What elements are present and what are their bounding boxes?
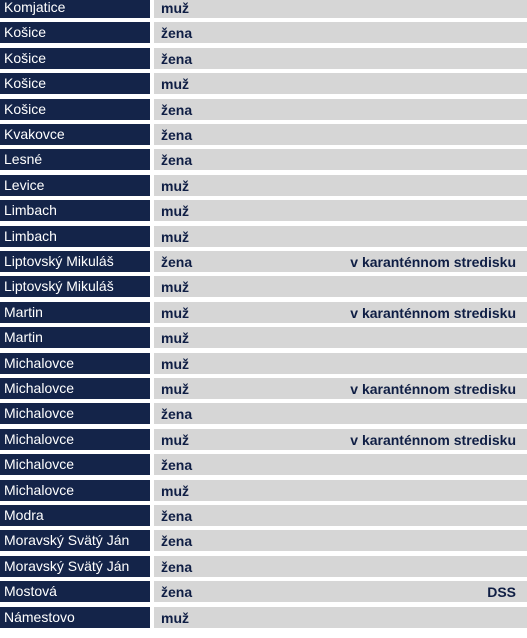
gender-cell	[154, 302, 527, 323]
table-row	[0, 302, 527, 323]
gender-cell	[154, 530, 527, 551]
gender-cell	[154, 556, 527, 577]
city-cell: Lesné	[0, 149, 150, 170]
gender-label: žena	[161, 584, 193, 601]
gender-cell	[154, 480, 527, 501]
table-row	[0, 327, 527, 348]
gender-cell	[154, 0, 527, 18]
gender-label: žena	[161, 254, 193, 270]
table-row	[0, 480, 527, 501]
note-label: v karanténnom stredisku	[350, 304, 516, 321]
gender-label: muž	[161, 355, 189, 372]
gender-cell	[154, 73, 527, 94]
city-cell: Kvakovce	[0, 124, 150, 145]
gender-label: muž	[161, 431, 189, 448]
city-cell: Michalovce	[0, 378, 150, 399]
city-cell: Moravský Svätý Ján	[0, 530, 150, 551]
gender-cell	[154, 581, 527, 602]
table-row	[0, 73, 527, 94]
city-cell: Moravský Svätý Ján	[0, 556, 150, 577]
table-row	[0, 149, 527, 170]
table-row	[0, 276, 527, 297]
gender-label: žena	[161, 457, 193, 474]
gender-cell	[154, 99, 527, 120]
table-row	[0, 429, 527, 450]
city-cell: Michalovce	[0, 454, 150, 475]
table-row	[0, 226, 527, 247]
gender-label: žena	[161, 508, 193, 524]
gender-label: žena	[161, 152, 193, 169]
gender-label: žena	[161, 127, 193, 143]
gender-label: žena	[161, 25, 193, 42]
city-cell: Košice	[0, 48, 150, 69]
note-label: v karanténnom stredisku	[350, 381, 516, 397]
gender-cell	[154, 124, 527, 145]
table-row	[0, 581, 527, 602]
city-cell: Levice	[0, 175, 150, 196]
table-row	[0, 454, 527, 475]
table-row	[0, 22, 527, 43]
table-row	[0, 251, 527, 272]
gender-cell	[154, 149, 527, 170]
gender-cell	[154, 327, 527, 348]
table-row	[0, 124, 527, 145]
gender-label: muž	[161, 177, 189, 194]
city-cell: Limbach	[0, 226, 150, 247]
table-row	[0, 99, 527, 120]
city-cell: Košice	[0, 22, 150, 43]
gender-label: žena	[161, 558, 193, 575]
gender-cell	[154, 353, 527, 374]
gender-label: muž	[161, 304, 189, 321]
table-row	[0, 607, 527, 628]
gender-cell	[154, 48, 527, 69]
table-row	[0, 505, 527, 526]
table-row	[0, 175, 527, 196]
gender-cell	[154, 200, 527, 221]
gender-label: žena	[161, 533, 193, 550]
gender-cell	[154, 429, 527, 450]
note-label: v karanténnom stredisku	[350, 254, 516, 270]
table-row	[0, 200, 527, 221]
city-cell: Michalovce	[0, 429, 150, 450]
city-cell: Košice	[0, 73, 150, 94]
gender-label: muž	[161, 330, 189, 347]
note-label: v karanténnom stredisku	[350, 431, 516, 448]
table-row	[0, 378, 527, 399]
gender-label: muž	[161, 609, 189, 626]
gender-cell	[154, 505, 527, 526]
gender-label: muž	[161, 381, 189, 397]
gender-cell	[154, 454, 527, 475]
city-cell: Martin	[0, 302, 150, 323]
city-cell: Košice	[0, 99, 150, 120]
gender-label: muž	[161, 76, 189, 93]
table-row	[0, 0, 527, 18]
gender-cell	[154, 22, 527, 43]
gender-cell	[154, 251, 527, 272]
city-cell: Komjatice	[0, 0, 150, 18]
gender-label: muž	[161, 228, 189, 245]
gender-label: žena	[161, 50, 193, 67]
gender-cell	[154, 276, 527, 297]
table-row	[0, 48, 527, 69]
city-cell: Michalovce	[0, 353, 150, 374]
city-cell: Limbach	[0, 200, 150, 221]
city-cell: Liptovský Mikuláš	[0, 276, 150, 297]
gender-label: muž	[161, 279, 189, 296]
gender-cell	[154, 226, 527, 247]
gender-label: muž	[161, 482, 189, 499]
city-cell: Michalovce	[0, 403, 150, 424]
gender-cell	[154, 378, 527, 399]
gender-label: žena	[161, 101, 193, 118]
city-cell: Liptovský Mikuláš	[0, 251, 150, 272]
table-row	[0, 530, 527, 551]
city-cell: Mostová	[0, 581, 150, 602]
table-row	[0, 353, 527, 374]
city-cell: Martin	[0, 327, 150, 348]
gender-cell	[154, 607, 527, 628]
gender-label: muž	[161, 203, 189, 220]
gender-cell	[154, 403, 527, 424]
city-cell: Modra	[0, 505, 150, 526]
gender-cell	[154, 175, 527, 196]
note-label: DSS	[487, 584, 516, 601]
city-cell: Michalovce	[0, 480, 150, 501]
table-row	[0, 403, 527, 424]
table-row	[0, 556, 527, 577]
city-cell: Námestovo	[0, 607, 150, 628]
gender-label: žena	[161, 406, 193, 423]
gender-label: muž	[161, 0, 189, 16]
